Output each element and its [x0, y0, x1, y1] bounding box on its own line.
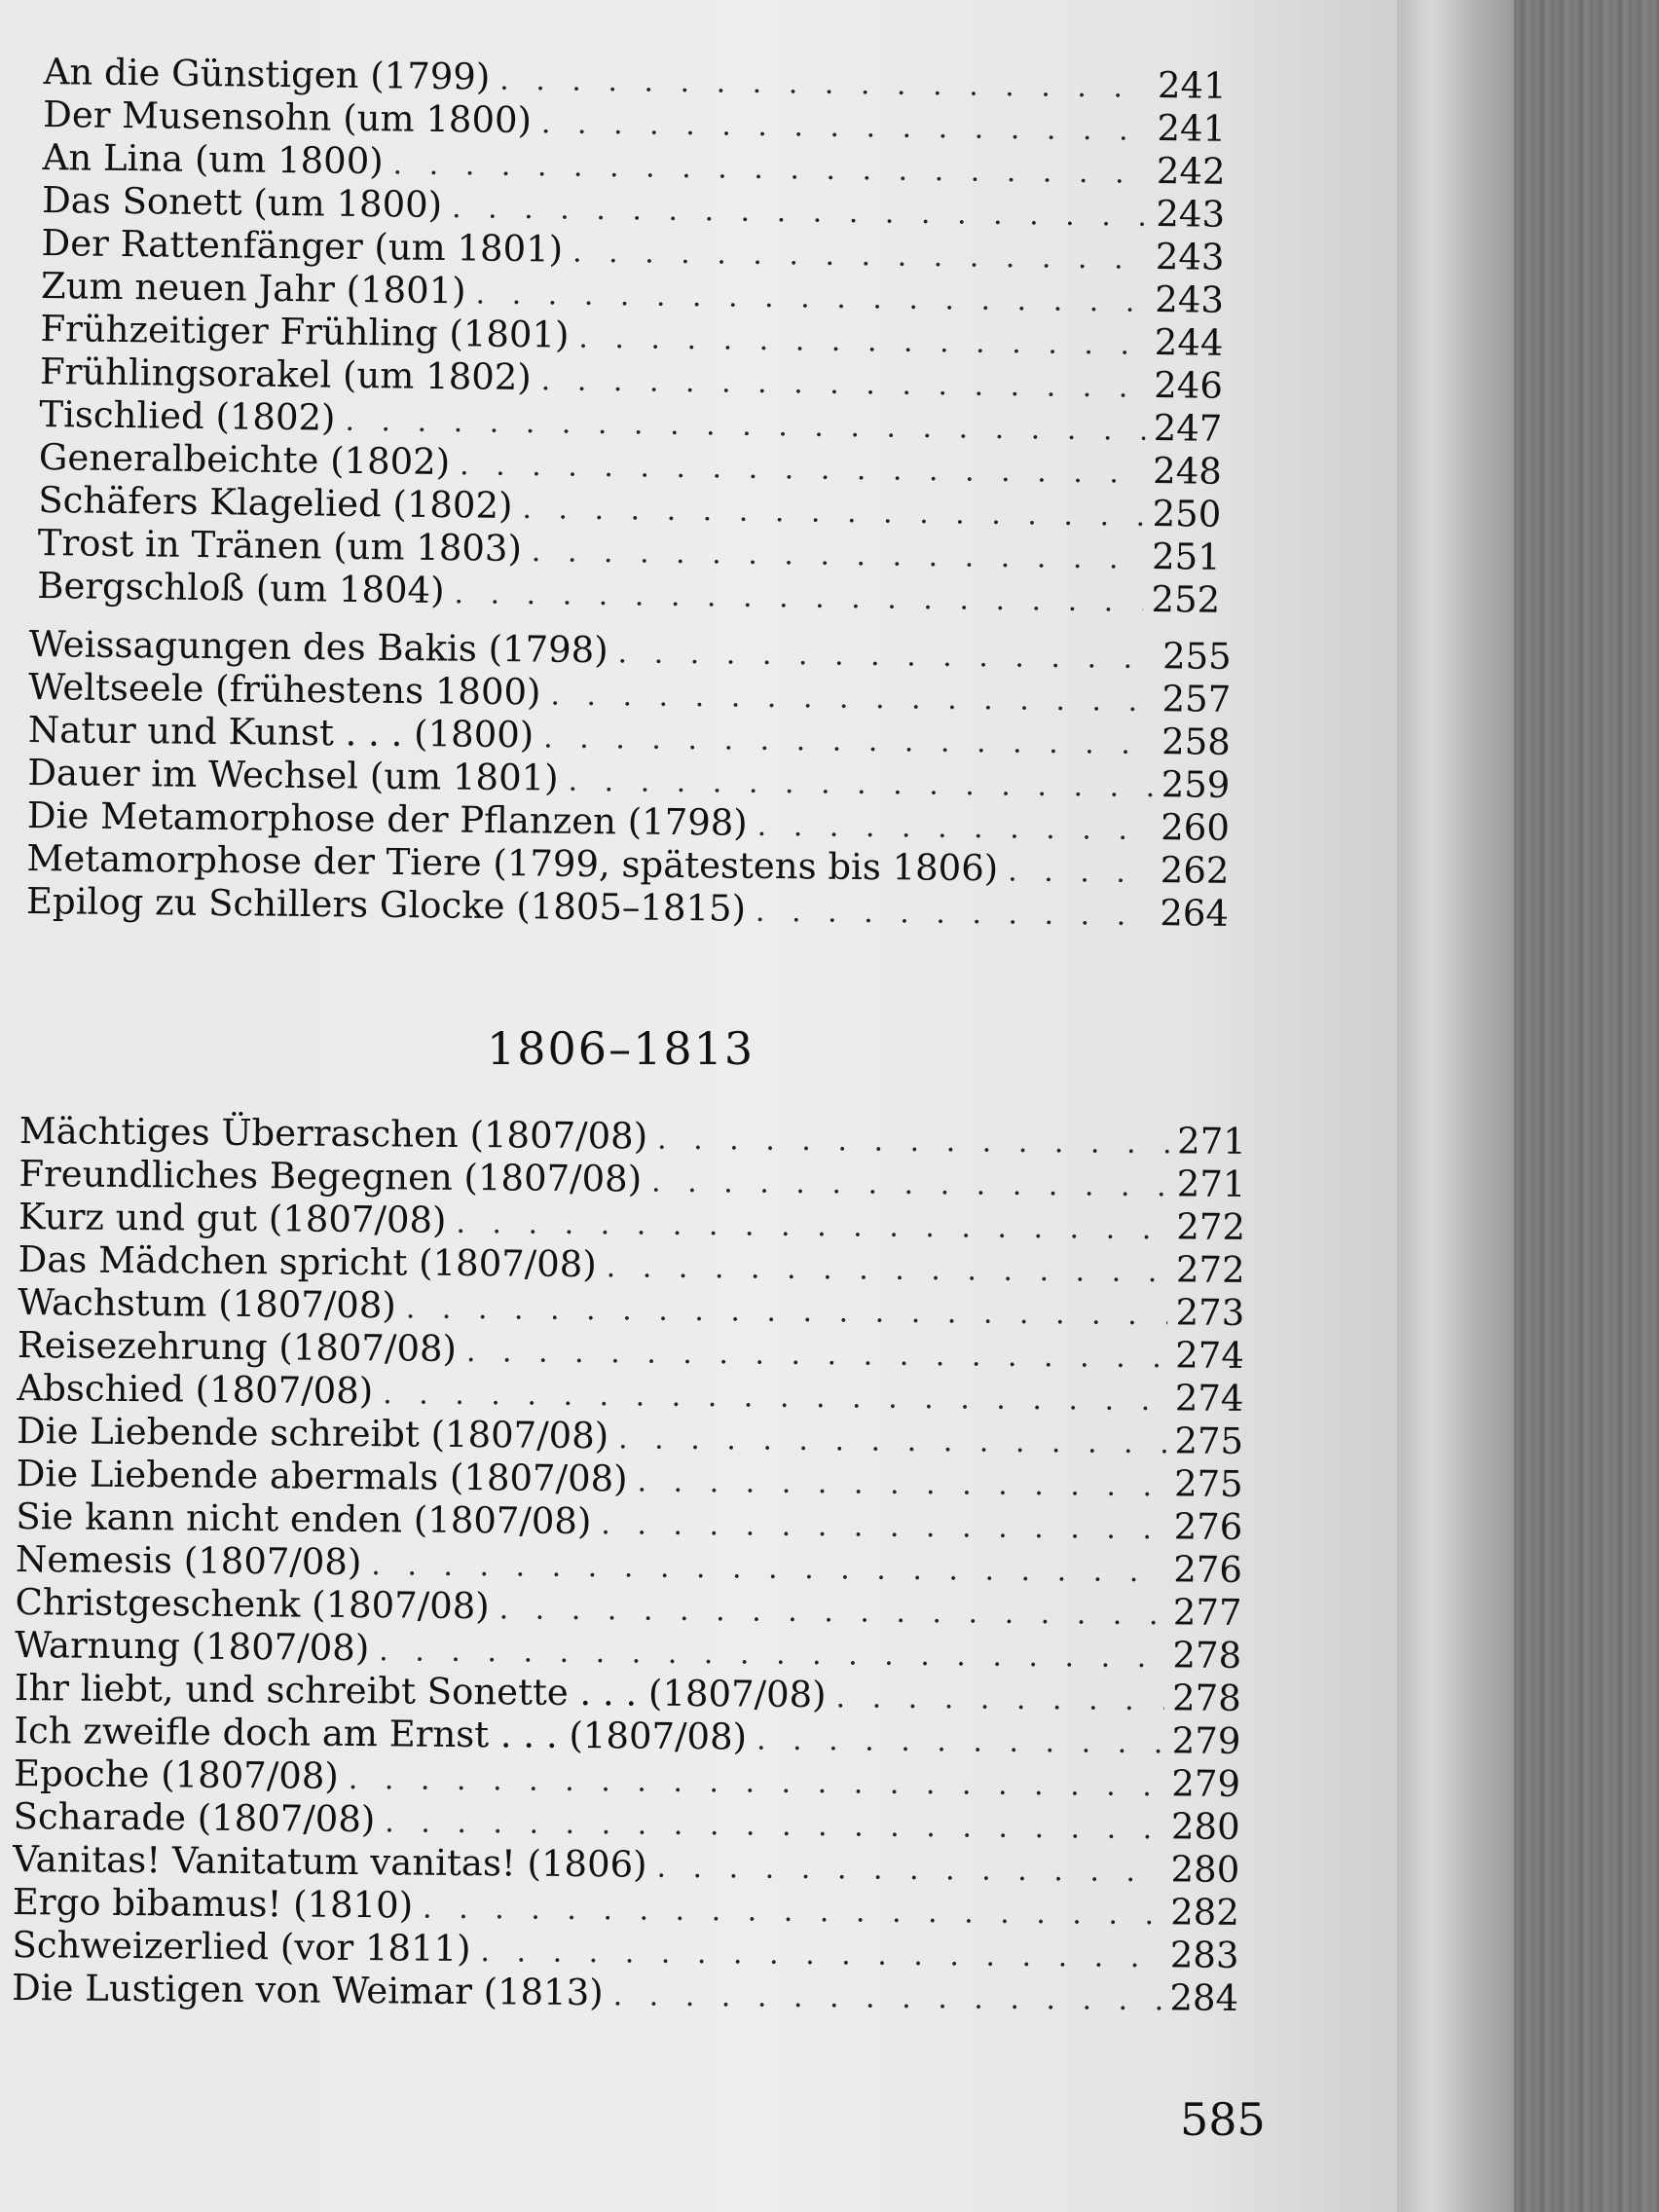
dot-leader	[460, 448, 1145, 491]
toc-entry-title: Mächtiges Überraschen (1807/08)	[18, 1110, 648, 1158]
page-number: 585	[1180, 2093, 1266, 2146]
toc-entry-title: Frühlingsorakel (um 1802)	[39, 350, 533, 399]
toc-entry-title: Der Rattenfänger (um 1801)	[41, 221, 564, 271]
toc-entry-page: 250	[1152, 492, 1222, 535]
dot-leader	[379, 1634, 1165, 1675]
dot-leader	[617, 636, 1155, 676]
dot-leader	[550, 679, 1155, 719]
toc-entry-title: Abschied (1807/08)	[17, 1366, 374, 1413]
dot-leader	[349, 1762, 1164, 1803]
toc-entry-title: Nemesis (1807/08)	[15, 1537, 362, 1584]
toc-entry-page: 241	[1157, 106, 1227, 150]
toc-entry-title: An die Günstigen (1799)	[43, 51, 491, 98]
toc-group-1	[37, 51, 1227, 622]
dot-leader	[475, 276, 1147, 318]
toc-entry-page: 277	[1172, 1591, 1242, 1634]
toc-entry-page: 257	[1161, 678, 1232, 720]
toc-entry-title: Bergschloß (um 1804)	[37, 564, 445, 612]
dot-leader	[456, 1206, 1168, 1246]
toc-entry-page: 273	[1175, 1291, 1245, 1334]
dot-leader	[756, 895, 1153, 933]
toc-group-3	[12, 1110, 1246, 2020]
toc-entry-page: 248	[1152, 449, 1223, 493]
toc-entry-title: Wachstum (1807/08)	[18, 1280, 396, 1327]
toc-entry-page: 241	[1157, 63, 1227, 107]
toc-entry-page: 259	[1161, 763, 1231, 806]
toc-entry-page: 242	[1156, 149, 1226, 193]
dot-leader	[480, 1935, 1162, 1974]
toc-entry-page: 274	[1175, 1334, 1245, 1377]
toc-entry-title: Ergo bibamus! (1810)	[12, 1880, 414, 1927]
dot-leader	[618, 1421, 1167, 1460]
toc-entry-page: 271	[1176, 1162, 1246, 1205]
toc-entry-title: Kurz und gut (1807/08)	[18, 1195, 447, 1241]
dot-leader	[1008, 855, 1153, 891]
toc-entry-title: Weltseele (frühestens 1800)	[28, 665, 541, 714]
dot-leader	[499, 63, 1150, 105]
dot-leader	[756, 1723, 1164, 1761]
toc-entry-title: Metamorphose der Tiere (1799, spätestens bis 1806)	[26, 836, 999, 890]
toc-entry-title: Warnung (1807/08)	[15, 1623, 370, 1670]
toc-entry-page: 258	[1161, 720, 1232, 763]
toc-entry-page: 260	[1161, 806, 1231, 849]
toc-entry-page: 279	[1171, 1762, 1241, 1805]
dot-leader	[499, 1592, 1166, 1632]
toc-entry-page: 264	[1160, 892, 1230, 935]
dot-leader	[601, 1507, 1166, 1546]
toc-entry-title: Frühzeitiger Frühling (1801)	[40, 307, 570, 356]
dot-leader	[532, 535, 1145, 576]
toc-entry-title: Die Lustigen von Weimar (1813)	[11, 1966, 604, 2014]
toc-entry-page: 276	[1173, 1505, 1243, 1548]
toc-entry-page: 262	[1160, 849, 1230, 892]
toc-entry-page: 272	[1176, 1205, 1246, 1248]
toc-entry-title: Freundliches Begegnen (1807/08)	[18, 1152, 643, 1200]
dot-leader	[541, 106, 1150, 148]
page-edge	[1397, 0, 1514, 2212]
dot-leader	[657, 1123, 1169, 1161]
toc-entry-title: Die Liebende abermals (1807/08)	[16, 1452, 628, 1500]
toc-entry-title: Ihr liebt, und schreibt Sonette . . . (1807/08)	[14, 1666, 827, 1716]
toc-entry-page: 271	[1176, 1120, 1246, 1162]
toc-entry-title: Das Sonett (um 1800)	[41, 178, 443, 227]
toc-entry-page: 252	[1151, 577, 1221, 621]
toc-entry-title: Die Metamorphose der Pflanzen (1798)	[26, 793, 748, 844]
toc-entry-title: Ich zweifle doch am Ernst . . . (1807/08)	[14, 1709, 748, 1758]
toc-entry-title: An Lina (um 1800)	[42, 135, 384, 183]
toc-group-2	[26, 623, 1232, 936]
toc-entry-title: Epilog zu Schillers Glocke (1805–1815)	[25, 879, 747, 930]
dot-leader	[637, 1465, 1166, 1504]
toc-entry-title: Zum neuen Jahr (1801)	[40, 264, 466, 313]
toc-entry-page: 244	[1154, 320, 1224, 364]
toc-entry-title: Vanitas! Vanitatum vanitas! (1806)	[13, 1837, 647, 1886]
toc-entry-page: 279	[1171, 1719, 1241, 1762]
dot-leader	[651, 1165, 1169, 1204]
toc-entry-page: 284	[1169, 1976, 1239, 2019]
toc-entry-page: 282	[1170, 1891, 1240, 1934]
dot-leader	[452, 191, 1149, 234]
dot-leader	[541, 363, 1147, 405]
toc-entry-title: Christgeschenk (1807/08)	[15, 1580, 490, 1628]
dot-leader	[385, 1805, 1163, 1846]
toc-entry-page: 278	[1172, 1634, 1242, 1677]
toc-entry-title: Reisezehrung (1807/08)	[17, 1323, 458, 1370]
toc-entry-page: 280	[1170, 1805, 1240, 1848]
toc-entry-title: Tischlied (1802)	[39, 392, 336, 439]
toc-entry-title: Natur und Kunst . . . (1800)	[27, 708, 535, 756]
toc-entry-page: 275	[1174, 1419, 1244, 1462]
dot-leader	[371, 1548, 1165, 1589]
toc-entry-title: Das Mädchen spricht (1807/08)	[18, 1237, 597, 1286]
dot-leader	[383, 1377, 1167, 1418]
dot-leader	[572, 236, 1148, 276]
toc-entry-title: Epoche (1807/08)	[13, 1751, 339, 1797]
dot-leader	[835, 1680, 1164, 1717]
toc-entry-page: 280	[1170, 1848, 1240, 1891]
toc-entry-page: 255	[1161, 635, 1232, 678]
toc-entry-page: 251	[1151, 535, 1221, 578]
dot-leader	[406, 1291, 1168, 1332]
toc-entry-title: Dauer im Wechsel (um 1801)	[27, 751, 559, 799]
toc-entry-page: 243	[1155, 235, 1225, 278]
toc-entry-page: 275	[1173, 1462, 1243, 1505]
toc-entry-title: Schäfers Klagelied (1802)	[38, 478, 513, 527]
dot-leader	[543, 721, 1154, 762]
dot-leader	[656, 1851, 1162, 1890]
toc-entry-title: Trost in Tränen (um 1803)	[37, 521, 523, 571]
dot-leader	[423, 1892, 1162, 1933]
toc-entry-page: 276	[1173, 1548, 1243, 1591]
dot-leader	[522, 492, 1145, 534]
toc-entry-page: 246	[1154, 363, 1224, 407]
toc-entry-title: Der Musensohn (um 1800)	[42, 92, 533, 142]
toc-entry-page: 274	[1174, 1377, 1244, 1419]
section-heading: 1806–1813	[487, 1022, 756, 1075]
dot-leader	[607, 1250, 1169, 1289]
dot-leader	[578, 321, 1147, 362]
toc-entry-page: 278	[1171, 1677, 1241, 1719]
toc-entry-title: Sie kann nicht enden (1807/08)	[16, 1494, 592, 1543]
toc-entry-page: 243	[1155, 277, 1225, 321]
toc-entry-title: Generalbeichte (1802)	[38, 435, 451, 484]
toc-entry-title: Weissagungen des Bakis (1798)	[28, 623, 608, 672]
background-surface	[1514, 0, 1659, 2212]
dot-leader	[612, 1978, 1161, 2017]
toc-entry-page: 247	[1153, 406, 1223, 450]
dot-leader	[454, 576, 1143, 619]
toc-entry-page: 272	[1175, 1248, 1245, 1291]
dot-leader	[466, 1335, 1168, 1375]
toc-entry-page: 283	[1169, 1934, 1239, 1976]
toc-entry-title: Schweizerlied (vor 1811)	[12, 1923, 471, 1971]
toc-entry-title: Scharade (1807/08)	[13, 1794, 376, 1841]
toc-entry-page: 243	[1156, 192, 1226, 236]
toc-entry-title: Die Liebende schreibt (1807/08)	[16, 1409, 609, 1457]
dot-leader	[757, 809, 1154, 847]
dot-leader	[568, 764, 1153, 804]
